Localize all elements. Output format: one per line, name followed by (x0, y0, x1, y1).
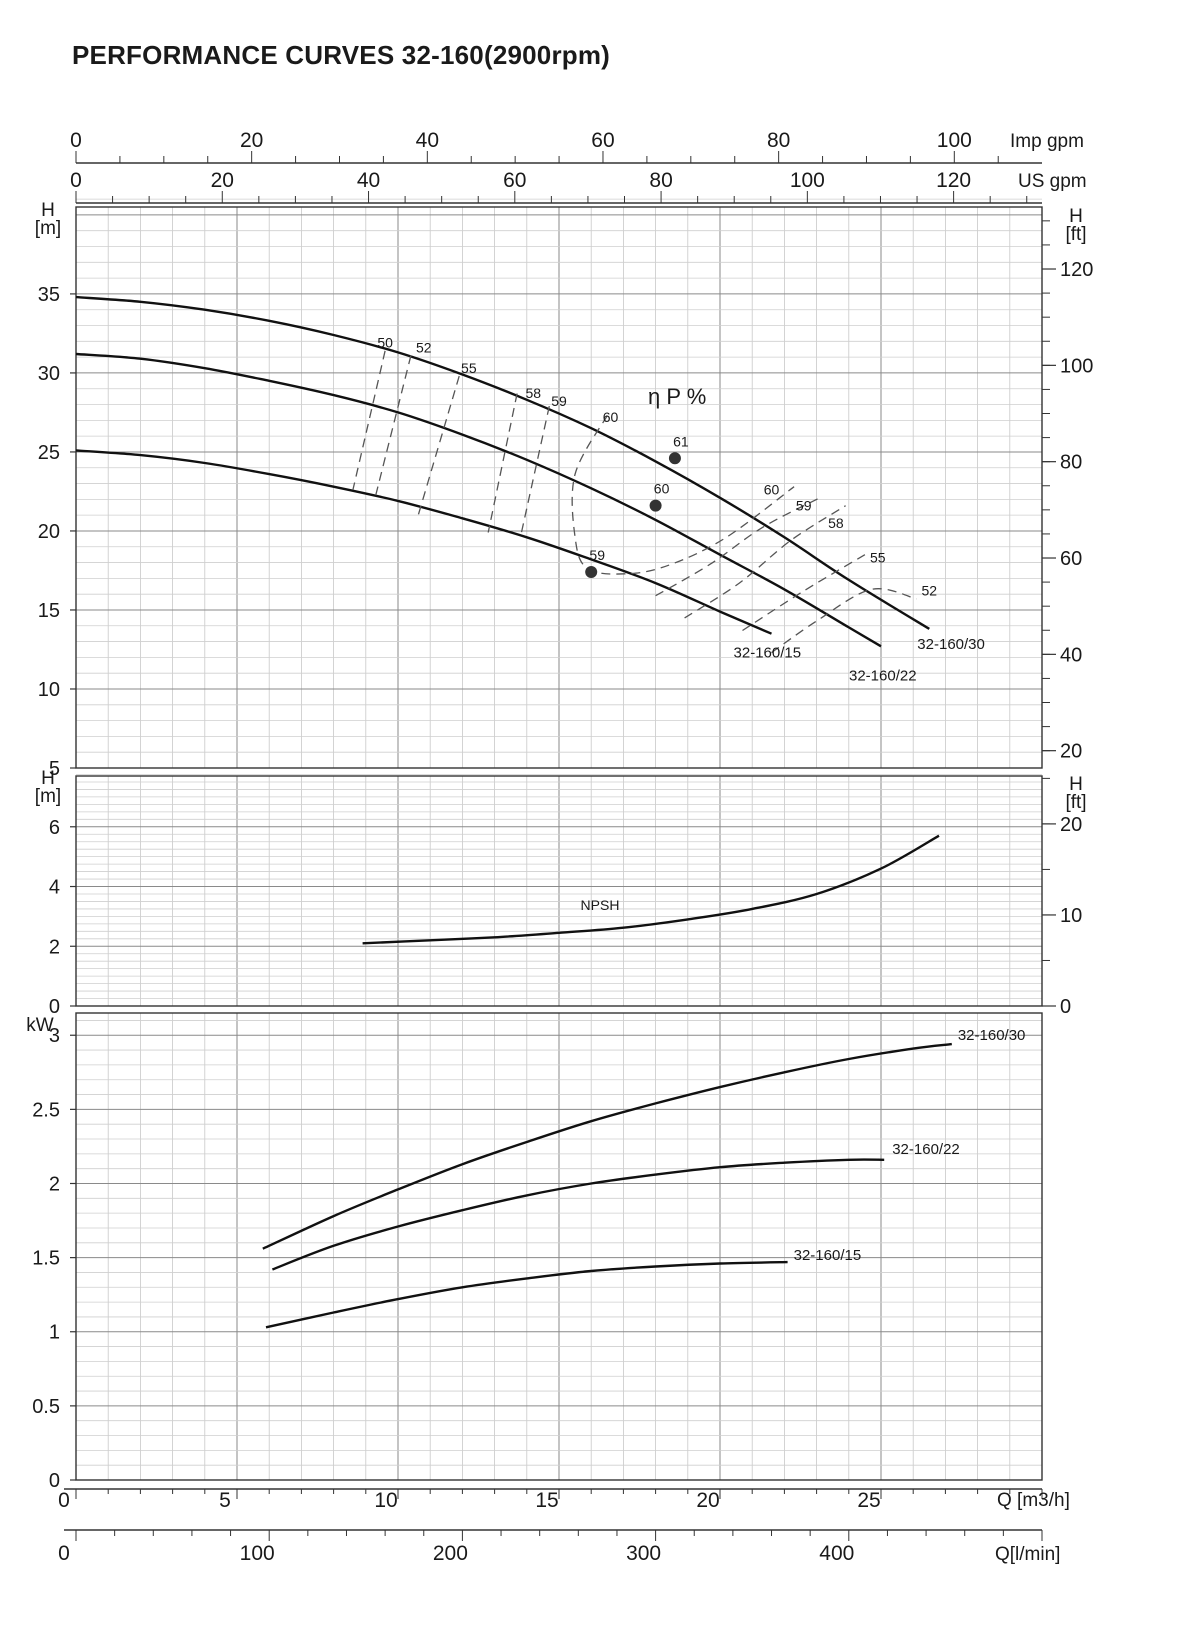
axes-layer (64, 151, 1056, 1541)
head-y-tick-label: 25 (37, 441, 60, 464)
grid-layer (76, 199, 1042, 1480)
head-y-axis-title: [m] (34, 218, 62, 239)
head-y-tick-label: 10 (37, 678, 60, 701)
head-y-right-tick-label: 100 (1060, 355, 1094, 378)
us-gpm-axis-tick-label: 60 (503, 169, 527, 192)
lmin-axis-tick-label: 300 (626, 1542, 662, 1565)
efficiency-label: 55 (461, 359, 477, 376)
head-y-tick-label: 20 (37, 520, 60, 543)
head-y-right-axis-title: [ft] (1065, 224, 1087, 245)
npsh-curve-label: NPSH (580, 897, 620, 913)
lmin-axis-tick-label: 200 (432, 1542, 468, 1565)
npsh-y-tick-label: 2 (48, 936, 60, 959)
power-y-tick-label: 2.5 (32, 1099, 60, 1122)
head-curve-label: 32-160/30 (917, 635, 985, 653)
head-y-right-tick-label: 40 (1060, 644, 1083, 667)
npsh-y-tick-label: 4 (48, 876, 60, 899)
bep-label: 59 (589, 547, 605, 564)
bep-point (650, 500, 662, 512)
efficiency-symbol-label: η P % (648, 384, 707, 409)
imp-gpm-axis-tick-label: 20 (239, 129, 264, 152)
lmin-axis-tick-label: 100 (239, 1542, 275, 1565)
lmin-axis-title: Q[l/min] (995, 1544, 1061, 1565)
head-y-tick-label: 5 (48, 758, 60, 780)
m3h-axis-tick-label: 15 (535, 1489, 559, 1512)
us-gpm-axis-tick-label: 100 (789, 169, 825, 192)
efficiency-label: 60 (763, 481, 780, 498)
power-curve-label: 32-160/30 (957, 1027, 1026, 1045)
power-y-tick-label: 1.5 (32, 1247, 60, 1270)
lmin-axis-tick-label: 0 (58, 1542, 70, 1565)
npsh-curve (363, 836, 939, 944)
npsh-y-right-axis-title: H (1069, 774, 1083, 795)
power-curve-label: 32-160/22 (892, 1140, 960, 1158)
m3h-axis-tick-label: 0 (58, 1489, 70, 1512)
head-y-right-tick-label: 120 (1060, 259, 1094, 282)
us-gpm-axis-tick-label: 40 (356, 169, 381, 192)
lmin-axis-tick-label: 400 (819, 1542, 855, 1565)
bep-label: 61 (673, 433, 689, 450)
efficiency-curve-59 (520, 406, 549, 537)
head-y-right-tick-label: 60 (1060, 548, 1083, 571)
efficiency-label: 58 (828, 514, 844, 531)
efficiency-curve-52 (376, 356, 411, 497)
efficiency-label: 50 (377, 334, 393, 351)
imp-gpm-axis-title: Imp gpm (1010, 131, 1084, 152)
power-curve-32-160/22 (272, 1160, 884, 1270)
bep-point (585, 566, 597, 578)
m3h-axis-title: Q [m3/h] (997, 1490, 1070, 1511)
bep-label: 60 (653, 480, 670, 497)
imp-gpm-axis-tick-label: 40 (415, 129, 440, 152)
npsh-y-right-axis-title: [ft] (1065, 792, 1087, 813)
power-y-axis-title: kW (26, 1015, 54, 1036)
chart-title: PERFORMANCE CURVES 32-160(2900rpm) (72, 40, 611, 70)
head-y-axis-title: H (41, 200, 55, 221)
npsh-y-right-tick-label: 0 (1060, 996, 1072, 1018)
m3h-axis-tick-label: 20 (696, 1489, 720, 1512)
tick-labels-layer (26, 129, 1093, 1565)
efficiency-curve-52 (772, 589, 917, 653)
npsh-y-tick-label: 0 (48, 996, 60, 1018)
npsh-y-tick-label: 6 (48, 816, 60, 839)
npsh-y-right-tick-label: 20 (1060, 813, 1083, 836)
m3h-axis-tick-label: 25 (857, 1489, 881, 1512)
power-y-tick-label: 2 (48, 1173, 60, 1196)
efficiency-label: 59 (795, 497, 812, 514)
efficiency-label: 60 (602, 408, 619, 425)
imp-gpm-axis-tick-label: 100 (936, 129, 972, 152)
head-y-tick-label: 35 (37, 283, 60, 306)
efficiency-label: 59 (551, 393, 567, 410)
efficiency-label: 52 (415, 339, 432, 356)
efficiency-curve-58 (488, 394, 517, 533)
us-gpm-axis-tick-label: 20 (210, 169, 234, 192)
us-gpm-axis-tick-label: 0 (70, 169, 82, 192)
m3h-axis-tick-label: 5 (219, 1489, 231, 1512)
imp-gpm-axis-tick-label: 80 (766, 129, 791, 152)
efficiency-curve-55 (417, 376, 459, 518)
imp-gpm-axis-tick-label: 0 (70, 129, 82, 152)
annotations-layer (377, 335, 1025, 1264)
head-y-right-tick-label: 20 (1060, 740, 1083, 763)
us-gpm-axis-tick-label: 80 (649, 169, 673, 192)
efficiency-label: 58 (525, 385, 542, 402)
bep-point (669, 452, 681, 464)
power-y-tick-label: 1 (48, 1321, 60, 1344)
power-y-tick-label: 3 (48, 1025, 60, 1048)
head-curve-32-160/15 (76, 450, 772, 633)
head-y-tick-label: 30 (37, 362, 60, 385)
imp-gpm-axis-tick-label: 60 (591, 129, 615, 152)
power-curve-label: 32-160/15 (793, 1247, 862, 1265)
head-y-right-tick-label: 80 (1060, 451, 1083, 474)
power-y-tick-label: 0.5 (32, 1395, 60, 1418)
head-curve-label: 32-160/22 (849, 667, 917, 685)
power-y-tick-label: 0 (48, 1470, 60, 1492)
npsh-y-axis-title: [m] (34, 786, 62, 807)
npsh-y-axis-title: H (41, 768, 55, 789)
m3h-axis-tick-label: 10 (374, 1489, 398, 1512)
head-curve-32-160/22 (76, 354, 881, 646)
efficiency-label: 55 (869, 549, 886, 566)
head-y-tick-label: 15 (37, 599, 60, 622)
efficiency-label: 52 (921, 582, 938, 599)
us-gpm-axis-tick-label: 120 (936, 169, 972, 192)
us-gpm-axis-title: US gpm (1018, 171, 1087, 192)
head-y-right-axis-title: H (1069, 206, 1083, 227)
npsh-y-right-tick-label: 10 (1060, 904, 1083, 927)
head-curve-label: 32-160/15 (733, 644, 802, 662)
